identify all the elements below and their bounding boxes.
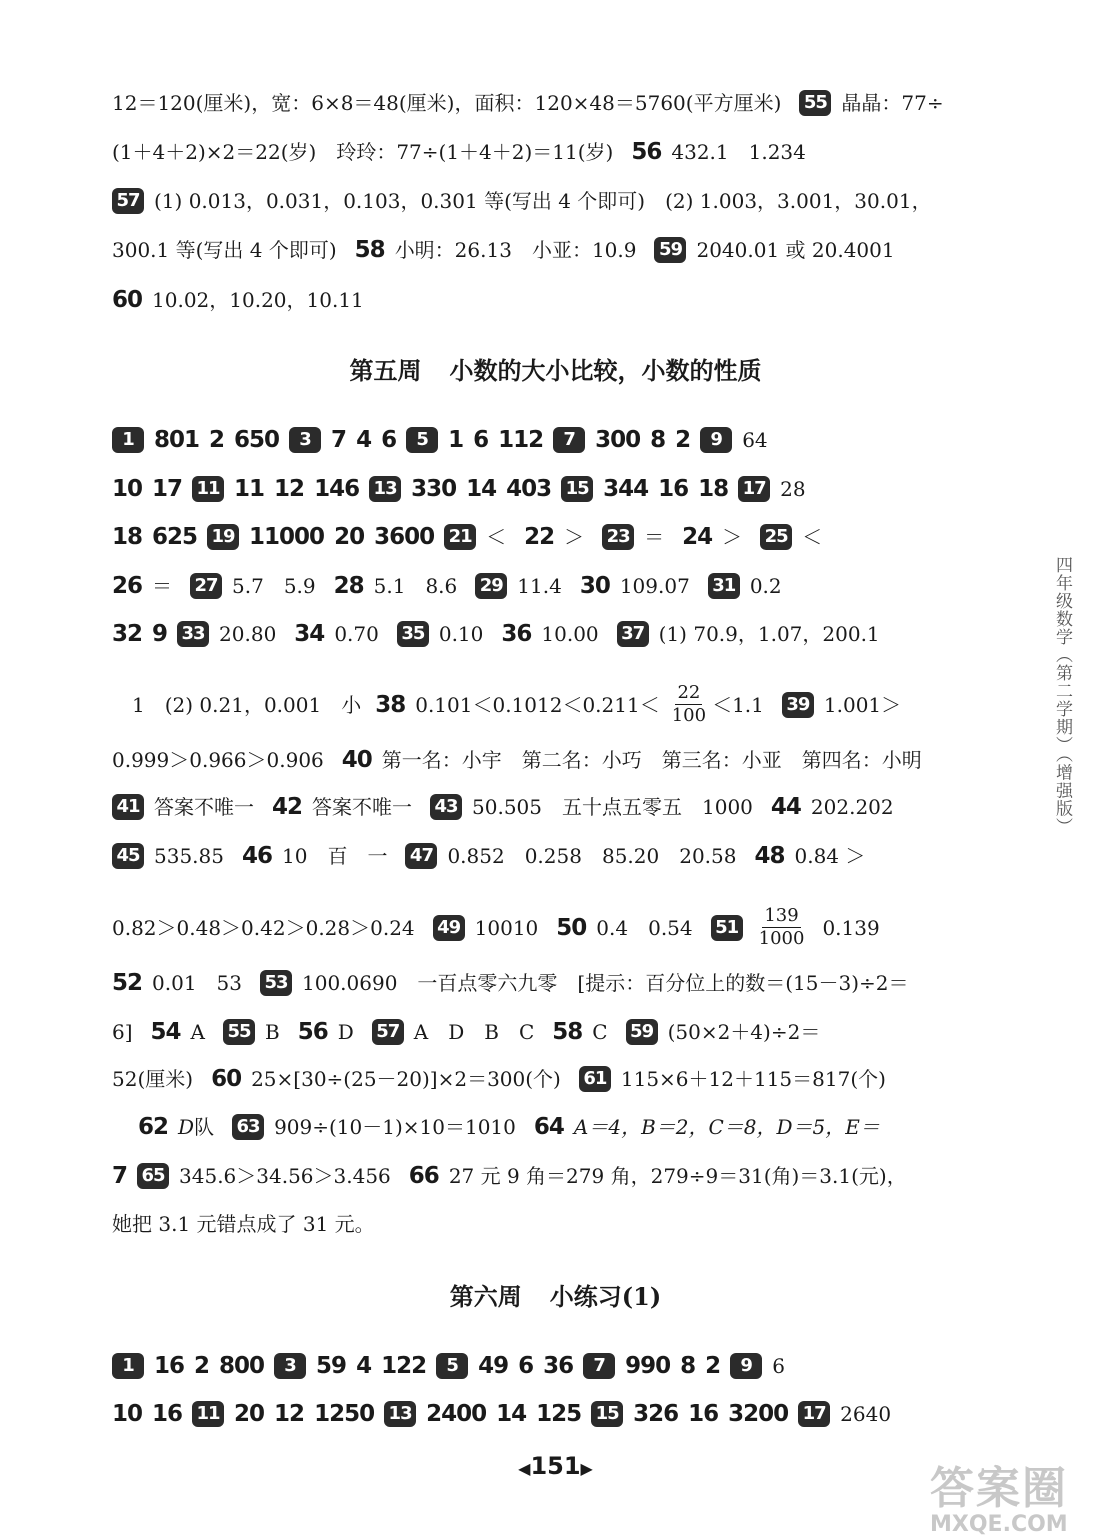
- question-number-boxed: 55: [223, 1019, 255, 1045]
- question-number: 16: [688, 1401, 719, 1427]
- question-number-boxed: 51: [711, 915, 743, 941]
- answer-text: 0.82＞0.48＞0.42＞0.28＞0.24: [112, 915, 415, 940]
- left-arrow-icon: ◀: [518, 1459, 531, 1478]
- question-number: 12: [274, 476, 305, 502]
- answer-text: 10.00: [541, 622, 599, 646]
- question-number: 2: [194, 1353, 210, 1379]
- answer-text: 0.70: [334, 622, 379, 646]
- answer-text: 0.2: [749, 574, 782, 598]
- answer-text: 0.852 0.258 85.20 20.58: [447, 844, 737, 868]
- answer-line: [112, 1161, 1002, 1191]
- answer-text: 345.6＞34.56＞3.456: [179, 1164, 391, 1188]
- question-number-boxed: 49: [433, 915, 465, 941]
- question-number-boxed: 55: [799, 90, 831, 116]
- answer-line: [112, 792, 1002, 822]
- answer-line-48b: [112, 905, 1002, 950]
- question-number: 8: [650, 427, 666, 453]
- answer-text: 909÷(10－1)×10＝1010: [274, 1115, 516, 1139]
- question-number: 30: [579, 573, 610, 599]
- question-number: 42: [272, 794, 303, 820]
- answer-line: [112, 285, 1002, 315]
- answer-text: 115×6＋12＋115＝817(个): [620, 1067, 886, 1091]
- question-number-boxed: 23: [602, 524, 634, 550]
- question-number: 344: [603, 476, 649, 502]
- question-number: 60: [211, 1066, 242, 1092]
- question-number: 16: [154, 1353, 185, 1379]
- answer-text: 300.1 等(写出 4 个即可): [112, 238, 337, 262]
- answer-line-62: [138, 1112, 1028, 1142]
- question-number: 9: [152, 621, 168, 647]
- question-number: 36: [501, 621, 532, 647]
- answer-line: [112, 137, 1002, 167]
- answer-text: 50.505 五十点五零五 1000: [472, 795, 753, 819]
- question-number-boxed: 65: [137, 1163, 169, 1189]
- question-number-boxed: 13: [369, 476, 401, 502]
- question-number-boxed: 41: [112, 794, 144, 820]
- question-number-boxed: 17: [738, 476, 770, 502]
- answer-text: 0.84 ＞: [794, 844, 866, 868]
- question-number-boxed: 59: [626, 1019, 658, 1045]
- answer-text: ＝: [644, 525, 665, 549]
- answer-line: [112, 522, 1002, 552]
- question-number: 62: [138, 1114, 169, 1140]
- answer-text: 10.02，10.20，10.11: [152, 288, 364, 312]
- question-number-boxed: 35: [397, 621, 429, 647]
- week6-title: 小练习(1): [549, 1282, 662, 1311]
- question-number: 32: [112, 621, 143, 647]
- question-number-boxed: 3: [289, 427, 321, 453]
- answer-text: 432.1 1.234: [671, 140, 806, 164]
- answer-text: 小明：26.13 小亚：10.9: [394, 238, 637, 262]
- question-number: 36: [543, 1353, 574, 1379]
- answer-line: [112, 619, 1002, 649]
- answer-text: (1) 70.9，1.07，200.1: [658, 622, 880, 646]
- fraction: [757, 905, 807, 950]
- question-number-boxed: 53: [260, 970, 292, 996]
- question-number: 18: [112, 524, 143, 550]
- answer-text: A D B C: [413, 1020, 535, 1044]
- question-number: 49: [478, 1353, 509, 1379]
- question-number-boxed: 47: [405, 843, 437, 869]
- question-number: 2: [675, 427, 691, 453]
- week6-heading: [0, 1280, 1111, 1314]
- fraction-denominator: 1000: [758, 928, 805, 949]
- answer-text: 20.80: [219, 622, 277, 646]
- page-number-text: 151: [530, 1452, 581, 1480]
- answer-text: C: [592, 1020, 608, 1044]
- question-number-boxed: 19: [207, 524, 239, 550]
- answer-line: [112, 1064, 1002, 1094]
- answer-text: 109.07: [619, 574, 690, 598]
- answer-line: [112, 474, 1002, 504]
- answer-text: 100.0690 一百点零六九零 [提示：百分位上的数＝(15－3)÷2＝: [302, 971, 909, 995]
- question-number-boxed: 11: [192, 476, 224, 502]
- question-number: 38: [375, 691, 406, 718]
- answer-text: 52(厘米): [112, 1067, 194, 1091]
- question-number: 40: [341, 747, 372, 773]
- week5-heading: [0, 354, 1111, 388]
- question-number-boxed: 11: [192, 1401, 224, 1427]
- answer-line: [112, 186, 1002, 216]
- answer-text: 202.202: [810, 795, 894, 819]
- question-number: 64: [533, 1114, 564, 1140]
- question-number: 8: [680, 1353, 696, 1379]
- question-number-boxed: 63: [232, 1114, 264, 1140]
- question-number: 2: [705, 1353, 721, 1379]
- question-number: 14: [496, 1401, 527, 1427]
- answer-text: 27 元 9 角＝279 角，279÷9＝31(角)＝3.1(元)，: [448, 1164, 907, 1188]
- answer-text: ＜1.1: [712, 692, 764, 717]
- question-number-boxed: 15: [561, 476, 593, 502]
- question-number: 54: [150, 1019, 181, 1045]
- question-number: 20: [234, 1401, 265, 1427]
- answer-line: [112, 235, 1002, 265]
- answer-text: (1＋4＋2)×2＝22(岁) 玲玲：77÷(1＋4＋2)＝11(岁): [112, 140, 614, 164]
- question-number-boxed: 33: [177, 621, 209, 647]
- answer-text: 6: [772, 1354, 785, 1378]
- answer-text: 11.4: [517, 574, 562, 598]
- answer-text: 队: [194, 1115, 215, 1139]
- question-number-boxed: 31: [708, 573, 740, 599]
- answer-text: 0.999＞0.966＞0.906: [112, 748, 324, 772]
- answer-text: 2640: [840, 1402, 892, 1426]
- answer-line: [112, 1351, 1002, 1381]
- answer-text: ＜: [802, 525, 823, 549]
- question-number: 46: [241, 843, 272, 869]
- question-number: 4: [356, 427, 372, 453]
- answer-text: 晶晶：77÷: [841, 91, 944, 115]
- question-number: 44: [770, 794, 801, 820]
- question-number: 990: [625, 1353, 671, 1379]
- fraction-denominator: 100: [671, 705, 707, 726]
- answer-text: 5.1 8.6: [373, 574, 458, 598]
- answer-text: 她把 3.1 元错点成了 31 元。: [112, 1212, 375, 1236]
- answer-text: A: [190, 1020, 205, 1044]
- question-number-boxed: 7: [553, 427, 585, 453]
- question-number-boxed: 17: [798, 1401, 830, 1427]
- fraction: [670, 682, 708, 727]
- question-number-boxed: 43: [430, 794, 462, 820]
- answer-line: [112, 745, 1002, 775]
- question-number: 625: [152, 524, 198, 550]
- watermark-logo: [930, 1463, 1076, 1537]
- question-number: 22: [524, 524, 555, 550]
- answer-text: 64: [742, 428, 768, 452]
- question-number-boxed: 5: [406, 427, 438, 453]
- question-number-boxed: 7: [583, 1353, 615, 1379]
- answer-line: [112, 88, 1002, 118]
- week5-title: 小数的大小比较，小数的性质: [449, 356, 762, 385]
- answer-text: ＞: [564, 525, 585, 549]
- answer-text: 5.7 5.9: [232, 574, 316, 598]
- answer-text: 0.10: [438, 622, 484, 646]
- question-number: 59: [316, 1353, 347, 1379]
- answer-text: 0.4 0.54: [596, 915, 693, 940]
- question-number: 10: [112, 476, 143, 502]
- question-number: 801: [154, 427, 200, 453]
- question-number: 20: [334, 524, 365, 550]
- answer-line: [112, 425, 1002, 455]
- question-number: 7: [112, 1163, 128, 1189]
- answer-text: 0.101＜0.1012＜0.211＜: [415, 692, 660, 717]
- question-number: 146: [314, 476, 360, 502]
- question-number-boxed: 57: [372, 1019, 404, 1045]
- question-number: 14: [466, 476, 497, 502]
- answer-line-37b: [132, 682, 1022, 727]
- answer-text: A＝4，B＝2，C＝8，D＝5，E＝: [573, 1115, 880, 1139]
- question-number-boxed: 1: [112, 427, 144, 453]
- question-number: 66: [408, 1163, 439, 1189]
- question-number: 330: [411, 476, 457, 502]
- question-number: 6: [473, 427, 489, 453]
- answer-text: 0.139: [822, 915, 880, 940]
- question-number: 28: [333, 573, 364, 599]
- question-number: 300: [595, 427, 641, 453]
- question-number: 26: [112, 573, 143, 599]
- answer-text: ＝: [152, 574, 173, 598]
- question-number: 7: [331, 427, 347, 453]
- week5-label: 第五周: [349, 356, 422, 385]
- question-number: 16: [152, 1401, 183, 1427]
- question-number: 56: [297, 1019, 328, 1045]
- question-number: 56: [631, 139, 662, 165]
- answer-text: 10 百 一: [282, 844, 388, 868]
- question-number: 650: [234, 427, 280, 453]
- question-number-boxed: 5: [436, 1353, 468, 1379]
- fraction-numerator: 139: [764, 905, 799, 926]
- answer-line: [112, 1017, 1002, 1047]
- answer-text: 答案不唯一: [154, 795, 254, 819]
- question-number: 4: [356, 1353, 372, 1379]
- question-number: 11: [234, 476, 265, 502]
- watermark-url: MXQE.COM: [930, 1512, 1068, 1537]
- question-number: 6: [381, 427, 397, 453]
- question-number: 17: [152, 476, 183, 502]
- question-number-boxed: 1: [112, 1353, 144, 1379]
- question-number: 11000: [249, 524, 325, 550]
- question-number: 16: [658, 476, 689, 502]
- question-number: 3200: [728, 1401, 789, 1427]
- watermark-text: 答案圈: [930, 1463, 1068, 1514]
- answer-line: [112, 1209, 1002, 1239]
- question-number-boxed: 45: [112, 843, 144, 869]
- question-number-boxed: 21: [444, 524, 476, 550]
- answer-text: 25×[30÷(25－20)]×2＝300(个): [251, 1067, 561, 1091]
- question-number: 48: [754, 843, 785, 869]
- question-number-boxed: 29: [475, 573, 507, 599]
- question-number-boxed: 39: [782, 692, 814, 718]
- answer-text: 535.85: [154, 844, 224, 868]
- question-number: 58: [552, 1019, 583, 1045]
- answer-text: 10010: [474, 915, 539, 940]
- answer-text: 1.001＞: [823, 692, 902, 717]
- question-number: 122: [381, 1353, 427, 1379]
- question-number-boxed: 27: [190, 573, 222, 599]
- question-number: 34: [294, 621, 325, 647]
- question-number: 10: [112, 1401, 143, 1427]
- question-number-boxed: 9: [730, 1353, 762, 1379]
- question-number: 403: [506, 476, 552, 502]
- question-number-boxed: 9: [700, 427, 732, 453]
- question-number: 2400: [426, 1401, 487, 1427]
- answer-text: 2040.01 或 20.4001: [696, 238, 895, 262]
- answer-text: 28: [780, 477, 806, 501]
- answer-text: 12＝120(厘米)，宽：6×8＝48(厘米)，面积：120×48＝5760(平方厘米): [112, 91, 782, 115]
- answer-text: 答案不唯一: [312, 795, 413, 819]
- answer-line: [112, 841, 1002, 871]
- answer-line: [112, 1399, 1002, 1429]
- answer-text: 6]: [112, 1020, 133, 1044]
- question-number: 58: [354, 237, 385, 263]
- question-number: 125: [536, 1401, 582, 1427]
- answer-variable: D: [178, 1115, 195, 1139]
- question-number-boxed: 61: [579, 1066, 611, 1092]
- question-number: 18: [698, 476, 729, 502]
- question-number: 6: [518, 1353, 534, 1379]
- question-number: 800: [219, 1353, 265, 1379]
- answer-line: [112, 968, 1002, 998]
- question-number: 326: [633, 1401, 679, 1427]
- right-arrow-icon: ▶: [580, 1459, 593, 1478]
- answer-text: ＞: [722, 525, 743, 549]
- answer-text: B: [265, 1020, 280, 1044]
- question-number-boxed: 59: [654, 237, 686, 263]
- question-number: 52: [112, 970, 143, 996]
- answer-text: 0.01 53: [152, 971, 242, 995]
- question-number-boxed: 3: [274, 1353, 306, 1379]
- answer-text: D: [337, 1020, 354, 1044]
- question-number-boxed: 57: [112, 188, 144, 214]
- answer-text: 1 (2) 0.21，0.001 小: [132, 692, 362, 717]
- question-number: 12: [274, 1401, 305, 1427]
- answer-text: 第一名：小宇 第二名：小巧 第三名：小亚 第四名：小明: [381, 748, 922, 772]
- question-number: 60: [112, 287, 143, 313]
- question-number: 2: [209, 427, 225, 453]
- question-number: 50: [556, 914, 587, 941]
- question-number-boxed: 15: [591, 1401, 623, 1427]
- question-number: 112: [498, 427, 544, 453]
- question-number: 3600: [374, 524, 435, 550]
- question-number-boxed: 37: [617, 621, 649, 647]
- question-number: 24: [682, 524, 713, 550]
- book-title-side: 四年级数学（第二学期）（增强版）: [1052, 556, 1072, 836]
- question-number-boxed: 13: [384, 1401, 416, 1427]
- question-number-boxed: 25: [760, 524, 792, 550]
- week6-label: 第六周: [449, 1282, 522, 1311]
- fraction-numerator: 22: [677, 682, 701, 703]
- question-number: 1250: [314, 1401, 375, 1427]
- answer-line: [112, 571, 1002, 601]
- answer-text: (1) 0.013，0.031，0.103，0.301 等(写出 4 个即可) (2) 1.003，3.001，30.01，: [154, 189, 932, 213]
- answer-text: ＜: [486, 525, 507, 549]
- answer-text: (50×2＋4)÷2＝: [667, 1020, 821, 1044]
- question-number: 1: [448, 427, 464, 453]
